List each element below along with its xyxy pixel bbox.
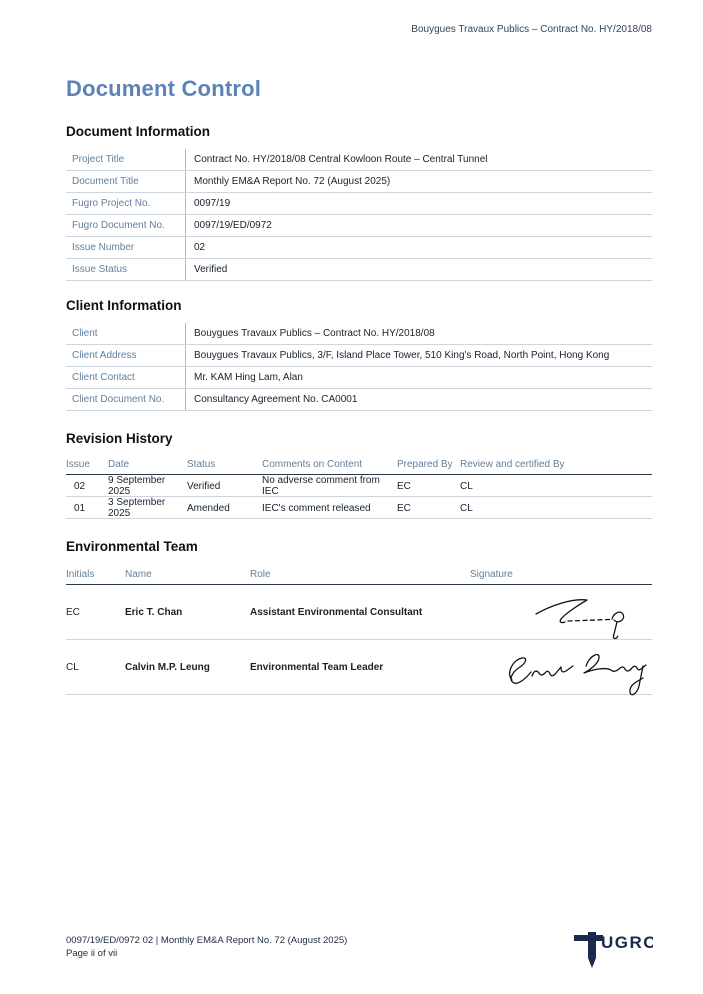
row-value: Verified: [185, 259, 652, 280]
footer-doc-reference: 0097/19/ED/0972 02 | Monthly EM&A Report No. 72 (August 2025): [66, 935, 348, 946]
row-value: Contract No. HY/2018/08 Central Kowloon Route – Central Tunnel: [185, 149, 652, 170]
row-label: Project Title: [72, 154, 125, 165]
table-row: [66, 171, 652, 193]
column-header-comments: Comments on Content: [262, 458, 363, 470]
cell-date: 3 September 2025: [108, 497, 166, 519]
table-row: [66, 585, 652, 640]
page-title: Document Control: [66, 76, 262, 101]
table-header-row: [66, 454, 652, 475]
table-row: [66, 475, 652, 497]
fugro-logo-letters: UGRO: [601, 933, 653, 952]
revision-history-table: [66, 454, 652, 519]
cell-issue: 02: [74, 480, 86, 492]
cell-comments: IEC's comment released: [262, 502, 371, 514]
cell-signature: [470, 585, 652, 639]
row-label: Issue Status: [72, 264, 128, 275]
column-header-name: Name: [125, 568, 152, 580]
cell-initials: EC: [66, 606, 80, 618]
column-header-role: Role: [250, 568, 271, 580]
column-header-status: Status: [187, 458, 216, 470]
section-heading-client-information: Client Information: [66, 298, 182, 313]
column-header-date: Date: [108, 458, 130, 470]
environmental-team-table: [66, 564, 652, 695]
cell-name: Eric T. Chan: [125, 606, 183, 618]
row-label: Issue Number: [72, 242, 135, 253]
fugro-logo-image: [573, 926, 653, 972]
row-value: 0097/19: [185, 193, 652, 214]
cell-prepared-by: EC: [397, 480, 411, 492]
table-row: [66, 389, 652, 411]
cell-prepared-by: EC: [397, 502, 411, 514]
table-row: [66, 149, 652, 171]
table-row: [66, 640, 652, 695]
table-row: [66, 259, 652, 281]
row-label: Client: [72, 328, 98, 339]
cell-issue: 01: [74, 502, 86, 514]
row-label: Client Contact: [72, 372, 135, 383]
row-value: Mr. KAM Hing Lam, Alan: [185, 367, 652, 388]
column-header-initials: Initials: [66, 568, 95, 580]
row-value: 02: [185, 237, 652, 258]
section-heading-document-information: Document Information: [66, 124, 210, 139]
table-row: [66, 323, 652, 345]
page-footer: [66, 934, 347, 960]
row-value: Monthly EM&A Report No. 72 (August 2025): [185, 171, 652, 192]
client-information-table: [66, 323, 652, 411]
table-header-row: [66, 564, 652, 585]
column-header-prepared-by: Prepared By: [397, 458, 453, 470]
row-label: Client Document No.: [72, 394, 165, 405]
cell-status: Verified: [187, 480, 221, 492]
fugro-logo: [573, 926, 653, 977]
column-header-signature: Signature: [470, 568, 513, 580]
row-label: Document Title: [72, 176, 139, 187]
cell-role: Assistant Environmental Consultant: [250, 606, 423, 618]
table-row: [66, 215, 652, 237]
section-heading-environmental-team: Environmental Team: [66, 539, 198, 554]
column-header-issue: Issue: [66, 458, 90, 470]
signature-calvin-leung-image: [498, 644, 650, 700]
row-value: Bouygues Travaux Publics – Contract No. HY/2018/08: [185, 323, 652, 344]
cell-name: Calvin M.P. Leung: [125, 661, 210, 673]
row-label: Fugro Project No.: [72, 198, 151, 209]
column-header-review: Review and certified By: [460, 458, 565, 470]
cell-signature: [470, 640, 652, 694]
section-heading-revision-history: Revision History: [66, 431, 173, 446]
cell-status: Amended: [187, 502, 230, 514]
table-row: [66, 497, 652, 519]
cell-review: CL: [460, 480, 473, 492]
row-value: Bouygues Travaux Publics, 3/F, Island Place Tower, 510 King's Road, North Point, Hong Kong: [185, 345, 652, 366]
cell-initials: CL: [66, 661, 79, 673]
cell-role: Environmental Team Leader: [250, 661, 384, 673]
page-header-text: Bouygues Travaux Publics – Contract No. HY/2018/08: [411, 24, 652, 35]
footer-page-number: Page ii of vii: [66, 948, 118, 959]
cell-comments: No adverse comment from IEC: [262, 475, 380, 497]
row-label: Fugro Document No.: [72, 220, 165, 231]
row-label: Client Address: [72, 350, 137, 361]
table-row: [66, 345, 652, 367]
cell-review: CL: [460, 502, 473, 514]
table-row: [66, 367, 652, 389]
document-information-table: [66, 149, 652, 281]
table-row: [66, 237, 652, 259]
table-row: [66, 193, 652, 215]
cell-date: 9 September 2025: [108, 475, 166, 497]
row-value: 0097/19/ED/0972: [185, 215, 652, 236]
row-value: Consultancy Agreement No. CA0001: [185, 389, 652, 410]
signature-eric-t-chan-image: [530, 591, 642, 639]
